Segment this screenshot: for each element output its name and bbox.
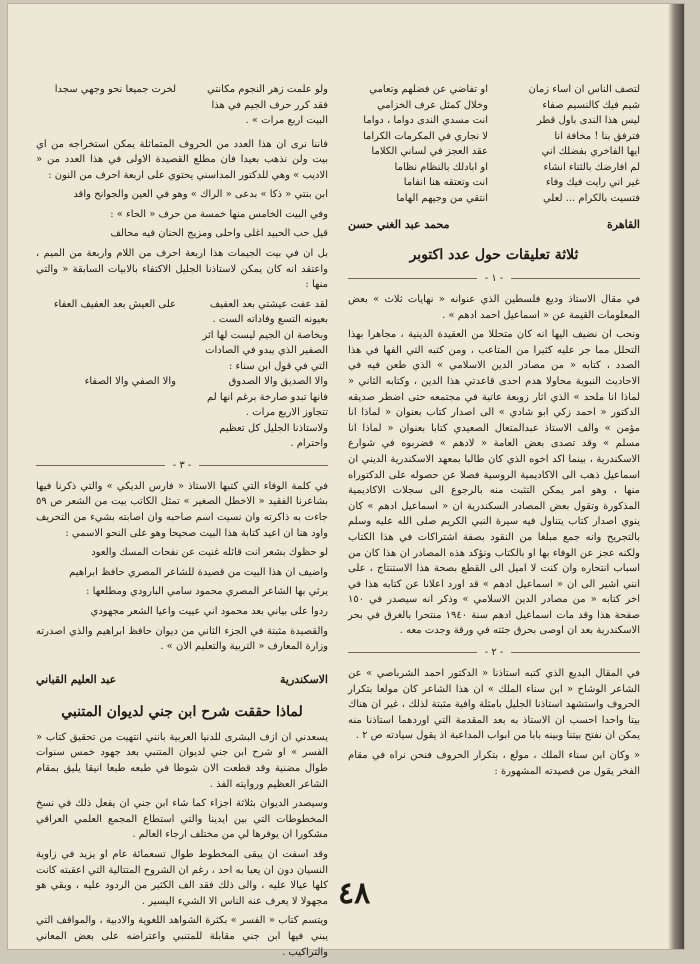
verse-line: شيم فيك كالنسيم صفاء	[542, 99, 640, 111]
verse-line: والا الصديق والا الصدوق	[228, 376, 328, 388]
verse-line	[36, 359, 176, 375]
paragraph: في كلمة الوفاء التي كتبها الاستاذ « فارس الديكي » والتي ذكرنا فيها بشاعرنا الفقيد « الاخطل الصغير » تمثل الكاتب بيت من الشعر ص ٥٩ جاءت به ذاكرته وان نسيت اسم صاحبه وان اصابته بشيء من التحريف واود هنا ان اعيد كتابة هذا البيت صحيحا وهو على النحو الاسمي :	[36, 480, 328, 539]
verse-line: او تفاضي عن فضلهم وتعامي	[369, 84, 488, 95]
paragraph: لو حظوك بشعر انت قائله غنيت عن نفحات المسك والعود	[91, 547, 328, 559]
section-divider	[348, 647, 640, 658]
verse-line: فانها تبدو صارخة برغم انها لم تتجاوز الاربع مرات .	[206, 391, 328, 419]
paragraph: ابن بنتي « ذكا » بدعى « الراك » وهو في العين والجوانح واقد	[73, 189, 328, 201]
verse-line: بعيونه التسع وفاداته الست .	[212, 314, 328, 326]
verse-line	[36, 98, 176, 129]
paragraph: يسعدني ان ازف البشرى للدنيا العربية بانني انتهيت من تحقيق كتاب « الفسر » او شرح ابن جني لديوان المتنبي بعد جهود خمس سنوات طوال مضنية وقد قطعت الان شوطا في طبعه طبعا انيقا يليق بمقام الشاعر العظيم وروايته الفذ .	[36, 731, 328, 790]
paragraph: ونحب ان نضيف اليها انه كان متحللا من العقيدة الدينية ، مجاهرا بهذا التحلل مما جر عليه كثيرا من المتاعب ، ومن كتبه التي الفها في هذا الصدد ، كتابه « من مصادر الدين الاسلامي » الذي طعن فيه في الاحاديث النبوية محاولا هدم احدى قاعدتي هذا الدين ، وكتابه الثاني « لماذا انا ملحد » الذي اثار زوبعة عاتية في مجتمعه حتى اضطر صديقه الدكتور « احمد زكي ابو شادي » الى اصدار كتاب بعنوان « لماذا انا مؤمن » والف الاستاذ عبدالمتعال الصعيدي كتابا بعنوان « لماذا انا مسلم » وقد تصدى بعض العامة « لادهم » فضربوه في شوارع الاسكندرية ، بينما اكد اخوه الذي كان طالبا بمعهد الاسكندرية الديني ان اسماعيل ذهب الى الاكاديمية الروسية فصلا عن حصوله على الدكتوراه منها ، وهو امر يمكن التثبت منه بالرجوع الى سجلات الاكاديمية المذكورة وتقول بعض المصادر السكندرية ان « اسماعيل ادهم » كان ينوي اصدار كتاب يتناول فيه سيرة النبي الكريم صلى الله عليه وسلم بالتجريح وانه جمع مبلغا من النقود بصفة اشتراكات في هذا الكتاب ولكنه عجز عن الوفاء بها او بالكتاب ونؤكد هذه المصادر ان هذا كان من اسباب انتحاره وان كنت لا اميل الى القطع بصحة هذا الاستنتاج ، على انني اشير الى ان « اسماعيل ادهم » قد اورد اعلانا عن كتابه هذا في اخر كتابه « من مصادر الدين الاسلامي » وذكر انه سيصدر في ١٥٠ صفحة هذا وقد مات اسماعيل ادهم سنة ١٩٤٠ منتحرا بالغرق في بحر الاسكندرية بعد ان اوصى بحرق جثته في ورقة وجدت معه .	[348, 329, 640, 637]
verse-line: لتصف الناس ان اساء زمان	[528, 84, 640, 95]
verse-line: لخرت جميعا نحو وجهي سجدا	[54, 84, 176, 95]
paragraph: وسيصدر الديوان بثلاثة اجزاء كما شاء ابن جني ان يفعل ذلك في نسخ المخطوطات التي بين ايدينا والتي استطاع المجمع العلمي العراقي مشكورا ان يوفرها لي من مختلف ارجاء العالم .	[36, 798, 328, 841]
verse-line	[36, 421, 176, 452]
signature-place: القاهرة	[607, 218, 640, 231]
verse-line: انت وتعتقه هنا انفاما	[403, 177, 488, 188]
signature-name: عبد العليم القباني	[36, 672, 117, 686]
verse-line	[36, 390, 176, 421]
left-column	[36, 82, 328, 964]
verse-line: او ابادلك بالنظام نظاما	[394, 161, 488, 173]
section-divider	[348, 273, 640, 284]
verse-line: وخلال كمثل عرف الخزامي	[376, 99, 488, 111]
paragraph: « وكان ابن سناء الملك ، مولع ، بتكرار الحروف فنحن نراه في مقام الفخر يقول من قصيدته المشهورة :	[348, 750, 640, 777]
signature-name: محمد عبد الغني حسن	[348, 218, 450, 231]
section-number: - ٣ -	[172, 459, 192, 471]
paragraph: واضيف ان هذا البيت من قصيدة للشاعر المصري حافظ ابراهيم	[69, 566, 328, 578]
paragraph: ويتسم كتاب « الفسر » بكثرة الشواهد اللغوية والادبية ، والمواقف التي يبني فيها ابن جني مقابلة للمتنبي واعتراضه على بعض المعاني والتراكيب .	[36, 915, 328, 958]
section-number: - ١ -	[484, 273, 504, 284]
verse-block	[36, 82, 328, 129]
page-number: ٤٨	[338, 876, 371, 911]
verse-line	[36, 328, 176, 359]
paragraph: بل ان في بيت الجيمات هذا اربعة احرف من اللام واربعة من الميم ، واعتقد انه كان يمكن لاستاذنا الجليل الاكتفاء بالابيات السابقة « والتي منها :	[36, 248, 328, 291]
verse-block	[36, 297, 328, 452]
verse-line: لقد عفت عيشتي بعد العفيف	[209, 298, 328, 310]
opening-verses	[348, 82, 640, 206]
paragraph: فاننا نرى ان هذا العدد من الحروف المتماثلة يمكن استخراجه من اي بيت ولن نذهب بعيدا فان مطلع القصيدة الاولى في هذا العدد من « الاديب » وهي للدكتور المداسني يحتوي على اربعة احرف من النون :	[36, 138, 328, 181]
verse-line: فتسيت بالكرام ... لعلي	[542, 192, 640, 204]
signature-row	[36, 673, 328, 686]
verse-line: التي في قول ابن سناء :	[228, 360, 328, 372]
article-title: لماذا حققت شرح ابن جني لديوان المتنبي	[61, 703, 303, 720]
verse-line: وبخاصة ان الجيم ليست لها اثر الصفير الذي يبدو في الصادات	[202, 329, 328, 357]
magazine-page	[8, 4, 684, 958]
verse-line: فقد كرر حرف الجيم في هذا البيت اربع مرات » .	[211, 99, 328, 126]
verse-line: لا نجاري في المكرمات الكراما	[363, 130, 488, 142]
verse-line: والا الصفي والا الصفاء	[84, 376, 176, 388]
paragraph: في مقال الاستاذ وديع فلسطين الذي عنوانه « نهايات ثلاث » بعض المعلومات القيمة عن « اسماعيل احمد ادهم » .	[348, 294, 640, 321]
verse-line: عقد العجز في لساني الكلاما	[371, 146, 488, 157]
section-divider	[36, 460, 328, 471]
page-edge	[668, 4, 684, 949]
verse-line: لم افارضك بالثناء انشاء	[543, 161, 640, 173]
paragraph: في المقال البديع الذي كتبه استاذنا « الدكتور احمد الشرباصي » عن الشاعر الوشاح « ابن سناء الملك » ان هذا الشاعر كان مولعا بتكرار الحروف واستشهد استاذنا الجليل بامثلة وافية مثبتة لذلك ، غير ان هناك بيتا واحدا احسب ان الاستاذ به بعد المقدمة التي اوردهما استاذنا منه يمكن ان نفتح بيتنا وبينه بابا من ابواب المداعبة اذ يقول سيادته ص ٢ .	[348, 668, 640, 742]
right-column	[348, 82, 640, 783]
verse-line: انت مسدي الندى دواما ، دواما	[363, 115, 488, 126]
article-title: ثلاثة تعليقات حول عدد اكتوبر	[409, 247, 579, 263]
verse-line: ولاستاذنا الجليل كل تعظيم واحترام .	[219, 422, 328, 450]
verse-line: انتقي من وجيهم الهاما	[396, 192, 488, 204]
paragraph: قيل حب الحبيد اغلى واحلى ومزيج الحنان فيه محالف	[110, 228, 328, 240]
verse-line: ايها الفاخري بفضلك اني	[541, 146, 640, 157]
paragraph: ردوا على بياني بعد محمود اني عييت واعيا الشعر مجهودي	[90, 606, 328, 617]
verse-line	[36, 312, 176, 328]
verse-line: غير اني رايت فيك وفاء	[545, 177, 640, 188]
paragraph: يرثي بها الشاعر المصري محمود سامي البارودي ومطلعها :	[86, 586, 328, 598]
paragraph: والقصيدة مثبتة في الجزء الثاني من ديوان حافظ ابراهيم والذي اصدرته وزارة المعارف « التربية والتعليم الان » .	[36, 625, 328, 653]
signature-place: الاسكندرية	[280, 672, 328, 686]
verse-line: فترفق بنا ! مخافة انا	[554, 130, 640, 142]
verse-line: ليس هذا الندى باول قطر	[536, 115, 640, 126]
section-number: - ٢ -	[484, 647, 504, 659]
paragraph: وقد اسفت ان يبقى المخطوط طوال تسعمائة عام او يزيد في زاوية النسيان دون ان يعبا به احد ، رغم ان الشروح المتتالية التي اعقبته كانت كلها عيالا عليه ، والى ذلك فقد الف الكثير من الردود عليه ، وبقي هو مجهولا لا يعرف عنه الناس الا الشيء اليسير .	[36, 848, 328, 907]
verse-line: على العيش بعد العفيف العفاء	[53, 298, 176, 310]
signature-row	[348, 218, 640, 231]
verse-line: ولو علمت زهر النجوم مكانتي	[207, 84, 328, 95]
paragraph: وفي البيت الخامس منها خمسة من حرف « الحاء » :	[110, 208, 328, 220]
